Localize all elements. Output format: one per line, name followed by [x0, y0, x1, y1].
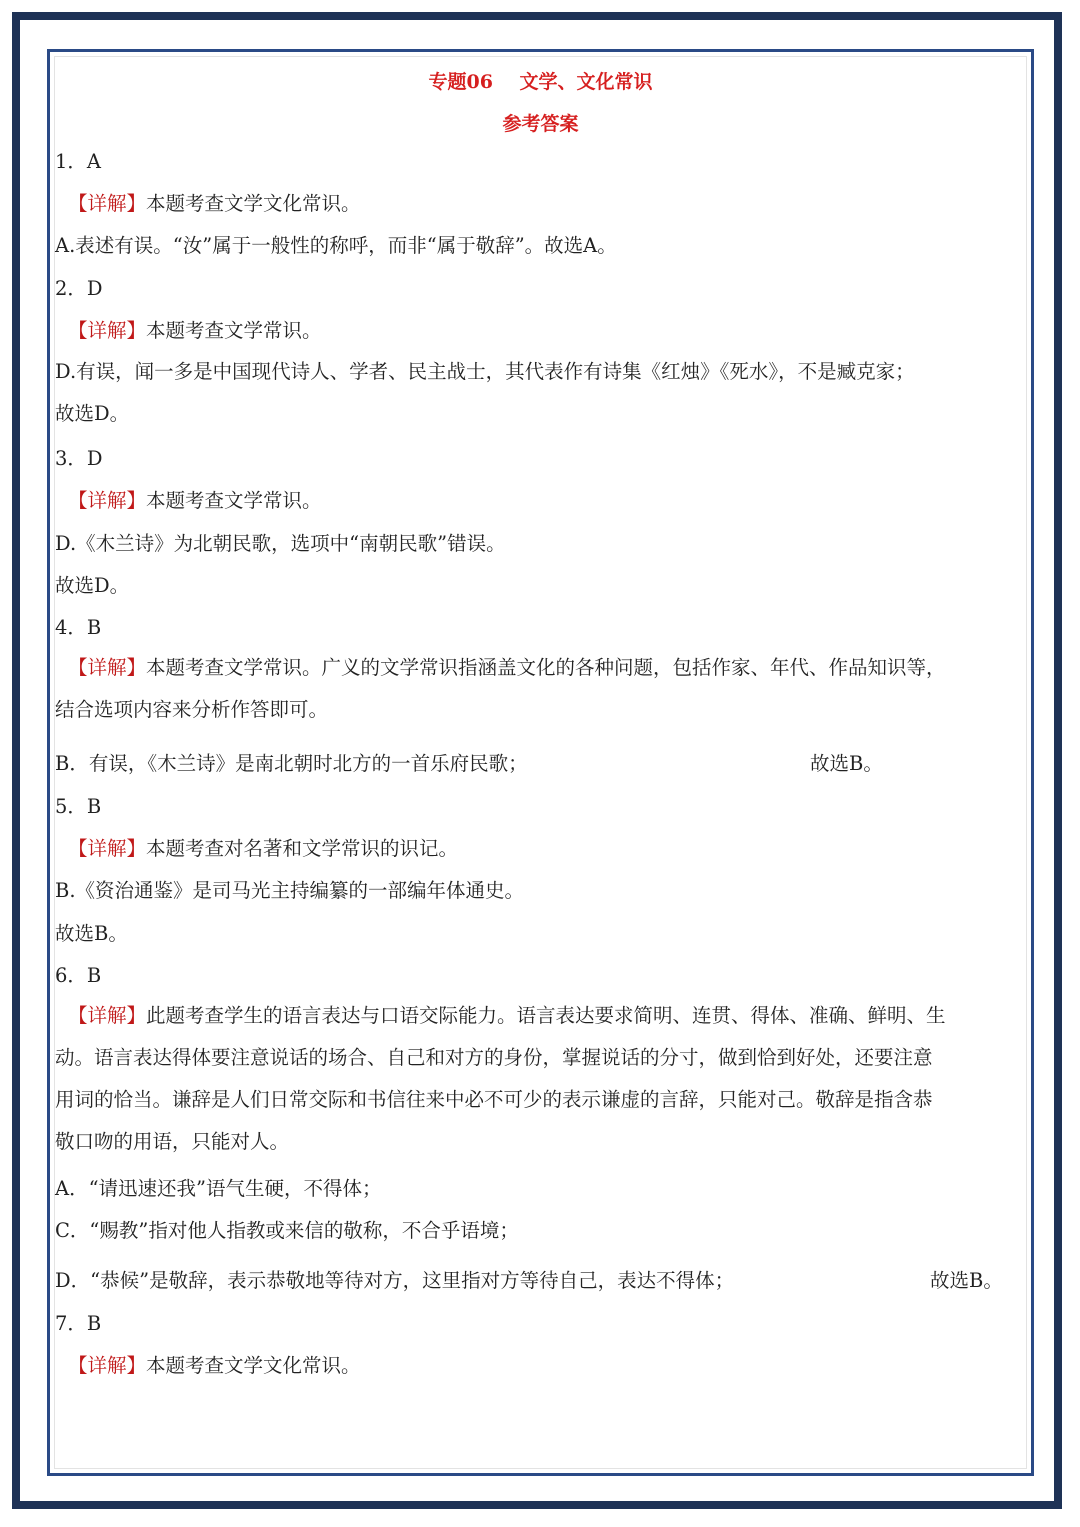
detail-6: 【详解】此题考查学生的语言表达与口语交际能力。语言表达要求简明、连贯、得体、准确、鲜明、生	[68, 1004, 946, 1027]
document-content	[54, 56, 1027, 1469]
detail-tag: 【详解】	[68, 1004, 147, 1027]
detail-6-cont-3: 敬口吻的用语，只能对人。	[55, 1130, 290, 1153]
explanation-3a: D.《木兰诗》为北朝民歌，选项中“南朝民歌”错误。	[55, 532, 506, 555]
answer-3: 3．D	[55, 447, 103, 470]
detail-tag: 【详解】	[68, 489, 147, 512]
answer-4: 4．B	[55, 616, 102, 639]
detail-5: 【详解】本题考查对名著和文学常识的识记。	[68, 837, 459, 860]
explanation-6a: A．“请迅速还我”语气生硬，不得体；	[55, 1177, 382, 1200]
detail-tag: 【详解】	[68, 192, 147, 215]
explanation-4b: B．有误，《木兰诗》是南北朝时北方的一首乐府民歌；	[55, 752, 528, 775]
conclusion-4: 故选B。	[810, 752, 883, 775]
answer-6: 6．B	[55, 964, 102, 987]
detail-2: 【详解】本题考查文学常识。	[68, 319, 322, 342]
detail-tag: 【详解】	[68, 319, 147, 342]
detail-6-cont-2: 用词的恰当。谦辞是人们日常交际和书信往来中必不可少的表示谦虚的言辞，只能对己。敬辞是指含恭	[55, 1088, 933, 1111]
detail-tag: 【详解】	[68, 1354, 147, 1377]
conclusion-6: 故选B。	[930, 1269, 1003, 1292]
page-title: 专题06 文学、文化常识	[428, 71, 653, 93]
detail-3: 【详解】本题考查文学常识。	[68, 489, 322, 512]
detail-tag: 【详解】	[68, 837, 147, 860]
detail-6-cont-1: 动。语言表达得体要注意说话的场合、自己和对方的身份，掌握说话的分寸，做到恰到好处，还要注意	[55, 1046, 933, 1069]
answer-7: 7．B	[55, 1312, 102, 1335]
detail-tag: 【详解】	[68, 656, 147, 679]
explanation-1a: A.表述有误。“汝”属于一般性的称呼，而非“属于敬辞”。故选A。	[55, 234, 617, 257]
conclusion-5: 故选B。	[55, 922, 128, 945]
detail-1: 【详解】本题考查文学文化常识。	[68, 192, 361, 215]
explanation-2a: D.有误，闻一多是中国现代诗人、学者、民主战士，其代表作有诗集《红烛》《死水》，不是臧克家；	[55, 360, 915, 383]
page-subtitle: 参考答案	[502, 113, 579, 135]
explanation-6d: D．“恭候”是敬辞，表示恭敬地等待对方，这里指对方等待自己，表达不得体；	[55, 1269, 735, 1292]
answer-1: 1．A	[55, 150, 101, 173]
explanation-6c: C．“赐教”指对他人指教或来信的敬称，不合乎语境；	[55, 1219, 519, 1242]
answer-2: 2．D	[55, 277, 103, 300]
conclusion-2: 故选D。	[55, 402, 130, 425]
explanation-5b: B.《资治通鉴》是司马光主持编纂的一部编年体通史。	[55, 879, 525, 902]
detail-4: 【详解】本题考查文学常识。广义的文学常识指涵盖文化的各种问题，包括作家、年代、作品知识等，	[68, 656, 946, 679]
detail-7: 【详解】本题考查文学文化常识。	[68, 1354, 361, 1377]
conclusion-3: 故选D。	[55, 574, 130, 597]
detail-4-cont: 结合选项内容来分析作答即可。	[55, 698, 329, 721]
answer-5: 5．B	[55, 795, 102, 818]
page-frame	[47, 49, 1034, 1476]
